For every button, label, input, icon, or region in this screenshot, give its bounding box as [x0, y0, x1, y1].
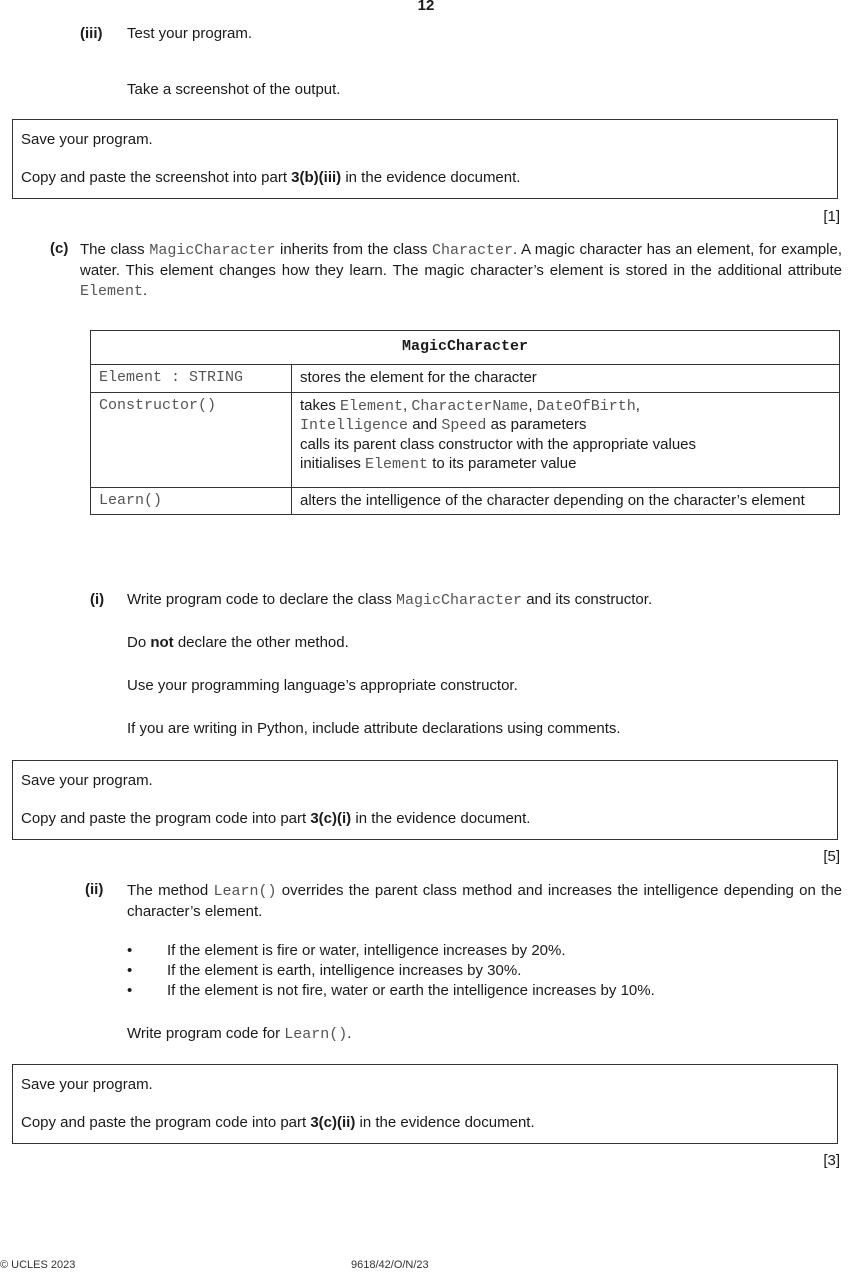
method-learn: Learn()	[91, 487, 292, 515]
question-label-c: (c)	[50, 240, 69, 257]
evidence-box-c-i	[12, 760, 838, 840]
question-c-text: The class MagicCharacter inherits from the class Character. A magic character has an element, for example, water. This element changes how they learn. The magic character’s element is stored in the additional attribute Element.	[80, 241, 843, 300]
constructor-note: Use your programming language’s appropriate constructor.	[127, 677, 518, 694]
paper-code: 9618/42/O/N/23	[351, 1259, 429, 1271]
python-note: If you are writing in Python, include attribute declarations using comments.	[127, 720, 621, 737]
method-constructor-description: takes Element, CharacterName, DateOfBirth, Intelligence and Speed as parameters calls its parent class constructor with the appropriate values initialises Element to its parameter value	[292, 392, 840, 487]
mark-allocation: [3]	[823, 1152, 840, 1169]
question-label-b-iii: (iii)	[80, 25, 103, 42]
method-constructor: Constructor()	[91, 392, 292, 487]
class-name-header: MagicCharacter	[91, 331, 840, 365]
do-not-declare-note: Do not declare the other method.	[127, 634, 349, 651]
list-item: • If the element is fire or water, intelligence increases by 20%.	[127, 942, 842, 961]
list-item: • If the element is earth, intelligence increases by 30%.	[127, 962, 842, 981]
question-label-c-i: (i)	[90, 591, 105, 608]
mark-allocation: [1]	[823, 208, 840, 225]
class-definition-table	[90, 330, 840, 515]
copy-instruction: Copy and paste the program code into part 3(c)(i) in the evidence document.	[21, 810, 531, 827]
evidence-box-b-iii	[12, 119, 838, 199]
list-item: • If the element is not fire, water or earth the intelligence increases by 10%.	[127, 982, 842, 1001]
attribute-element: Element : STRING	[91, 364, 292, 392]
copy-instruction: Copy and paste the program code into part 3(c)(ii) in the evidence document.	[21, 1114, 535, 1131]
question-c-ii-text: The method Learn() overrides the parent class method and increases the intelligence depending on the character’s element.	[127, 882, 842, 920]
question-label-c-ii: (ii)	[85, 881, 104, 898]
copy-instruction: Copy and paste the screenshot into part 3(b)(iii) in the evidence document.	[21, 169, 521, 186]
attribute-element-description: stores the element for the character	[292, 364, 840, 392]
save-instruction: Save your program.	[21, 772, 153, 789]
element-rules-list	[127, 942, 842, 1001]
save-instruction: Save your program.	[21, 1076, 153, 1093]
copyright-notice: © UCLES 2023	[0, 1259, 76, 1271]
mark-allocation: [5]	[823, 848, 840, 865]
page-number: 12	[417, 0, 435, 14]
method-learn-description: alters the intelligence of the character depending on the character’s element	[292, 487, 840, 515]
evidence-box-c-ii	[12, 1064, 838, 1144]
instruction-test: Test your program.	[127, 25, 253, 42]
instruction-screenshot: Take a screenshot of the output.	[127, 81, 341, 98]
save-instruction: Save your program.	[21, 131, 153, 148]
question-c-i-text: Write program code to declare the class MagicCharacter and its constructor.	[127, 591, 653, 609]
write-learn-instruction: Write program code for Learn().	[127, 1025, 352, 1043]
